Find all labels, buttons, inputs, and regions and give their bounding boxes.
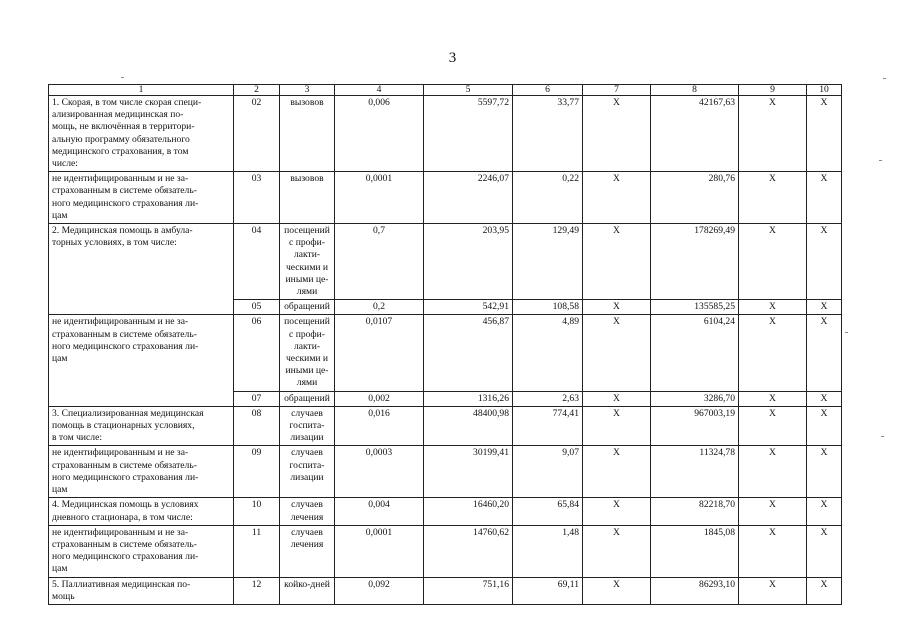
row-name-line: в том числе: — [52, 432, 103, 444]
row-value-cell-c8: 3286,70 — [651, 391, 739, 406]
row-name-line: не идентифицированным и не за- — [52, 526, 189, 538]
row-value-cell-c9: Х — [739, 406, 807, 446]
row-value-cell-c10: Х — [807, 577, 842, 604]
row-name-line: мощь, не включённая в территори- — [52, 121, 195, 133]
row-name-line: страхованным в системе обязатель- — [52, 538, 197, 550]
row-value-cell-c9: Х — [739, 300, 807, 315]
row-value-cell-c8: 42167,63 — [651, 96, 739, 172]
row-value-cell-c9: Х — [739, 525, 807, 577]
row-name-line: дневного стационара, в том числе: — [52, 511, 193, 523]
row-value-cell-c6: 69,11 — [513, 577, 583, 604]
scan-speck — [881, 436, 884, 437]
header-cell: 6 — [513, 85, 583, 96]
row-name-cell — [49, 406, 234, 446]
row-value-cell-c5: 48400,98 — [424, 406, 513, 446]
table-row — [49, 315, 842, 391]
scan-speck — [121, 77, 124, 78]
table-row — [49, 498, 842, 525]
row-value-cell-c7: Х — [583, 406, 651, 446]
row-name-line: ного медицинского страхования ли- — [52, 340, 199, 352]
row-value-cell-c4: 0,092 — [335, 577, 424, 604]
row-value-cell-c6: 33,77 — [513, 96, 583, 172]
row-name-line: ного медицинского страхования ли- — [52, 471, 199, 483]
row-name-line: страхованным в системе обязатель- — [52, 185, 197, 197]
row-name-line: ного медицинского страхования ли- — [52, 551, 199, 563]
row-name-line: мощь — [52, 590, 75, 602]
row-code-cell: 06 — [234, 315, 280, 391]
row-name-cell — [49, 498, 234, 525]
row-unit-line: ческими и — [285, 261, 329, 273]
row-name-line: не идентифицированным и не за- — [52, 173, 189, 185]
row-name-cell — [49, 315, 234, 406]
row-value-cell-c5: 1316,26 — [424, 391, 513, 406]
row-value-cell-c7: Х — [583, 315, 651, 391]
row-value-cell-c9: Х — [739, 315, 807, 391]
row-value-cell-c6: 0,22 — [513, 172, 583, 224]
row-unit-line: лями — [296, 286, 318, 298]
row-value-cell-c4: 0,2 — [335, 300, 424, 315]
table-body — [49, 96, 842, 605]
row-name-line: цам — [52, 209, 68, 221]
row-unit-line: случаев — [291, 526, 323, 538]
row-value-cell-c6: 1,48 — [513, 525, 583, 577]
table-row — [49, 172, 842, 224]
header-cell: 8 — [651, 85, 739, 96]
row-name-line: помощь в стационарных условиях, — [52, 420, 195, 432]
row-value-cell-c10: Х — [807, 498, 842, 525]
row-name-line: 4. Медицинская помощь в условиях — [52, 499, 199, 511]
row-unit-cell — [280, 300, 335, 315]
header-cell: 5 — [424, 85, 513, 96]
header-cell: 1 — [49, 85, 234, 96]
row-value-cell-c7: Х — [583, 498, 651, 525]
row-unit-cell — [280, 498, 335, 525]
row-name-line: страхованным в системе обязатель- — [52, 328, 197, 340]
row-value-cell-c8: 82218,70 — [651, 498, 739, 525]
row-value-cell-c9: Х — [739, 96, 807, 172]
row-unit-line: лакти- — [293, 249, 321, 261]
row-unit-line: ческими и — [285, 353, 329, 365]
row-name-line: 5. Паллиативная медицинская по- — [52, 578, 191, 590]
table-row — [49, 96, 842, 172]
row-value-cell-c10: Х — [807, 391, 842, 406]
header-cell: 4 — [335, 85, 424, 96]
row-value-cell-c9: Х — [739, 446, 807, 498]
row-value-cell-c7: Х — [583, 300, 651, 315]
scan-speck — [883, 78, 886, 79]
table-row — [49, 406, 842, 446]
row-name-cell — [49, 96, 234, 172]
row-unit-line: госпита- — [289, 459, 325, 471]
page-number: 3 — [448, 50, 457, 66]
row-unit-cell — [280, 406, 335, 446]
row-unit-line: случаев — [291, 447, 323, 459]
row-name-line: цам — [52, 353, 68, 365]
row-value-cell-c10: Х — [807, 300, 842, 315]
row-code-cell: 07 — [234, 391, 280, 406]
row-name-cell — [49, 525, 234, 577]
row-value-cell-c4: 0,0001 — [335, 172, 424, 224]
row-value-cell-c10: Х — [807, 525, 842, 577]
row-name-line: не идентифицированным и не за- — [52, 316, 189, 328]
row-unit-line: госпита- — [289, 420, 325, 432]
row-value-cell-c5: 2246,07 — [424, 172, 513, 224]
row-name-cell — [49, 577, 234, 604]
header-cell: 2 — [234, 85, 280, 96]
row-value-cell-c7: Х — [583, 391, 651, 406]
row-value-cell-c5: 16460,20 — [424, 498, 513, 525]
row-value-cell-c8: 86293,10 — [651, 577, 739, 604]
row-value-cell-c7: Х — [583, 446, 651, 498]
row-unit-line: лизации — [290, 471, 324, 483]
row-unit-cell — [280, 577, 335, 604]
row-value-cell-c8: 6104,24 — [651, 315, 739, 391]
row-unit-line: иными це- — [285, 273, 329, 285]
row-value-cell-c7: Х — [583, 172, 651, 224]
row-value-cell-c10: Х — [807, 96, 842, 172]
row-value-cell-c10: Х — [807, 315, 842, 391]
row-value-cell-c10: Х — [807, 224, 842, 300]
row-name-cell — [49, 224, 234, 315]
row-value-cell-c9: Х — [739, 172, 807, 224]
row-name-line: медицинского страхования, в том — [52, 145, 189, 157]
row-value-cell-c4: 0,0003 — [335, 446, 424, 498]
row-value-cell-c8: 967003,19 — [651, 406, 739, 446]
row-value-cell-c5: 5597,72 — [424, 96, 513, 172]
table-row — [49, 446, 842, 498]
row-code-cell: 04 — [234, 224, 280, 300]
row-unit-cell — [280, 96, 335, 172]
row-value-cell-c8: 1845,08 — [651, 525, 739, 577]
table-row — [49, 525, 842, 577]
medical-care-table — [48, 84, 842, 605]
row-code-cell: 10 — [234, 498, 280, 525]
row-value-cell-c10: Х — [807, 406, 842, 446]
row-name-line: ного медицинского страхования ли- — [52, 197, 199, 209]
row-code-cell: 02 — [234, 96, 280, 172]
header-row — [49, 85, 842, 96]
row-value-cell-c4: 0,002 — [335, 391, 424, 406]
row-value-cell-c7: Х — [583, 577, 651, 604]
row-name-cell — [49, 446, 234, 498]
row-unit-line: посещений — [284, 316, 330, 328]
row-name-line: 2. Медицинская помощь в амбула- — [52, 225, 193, 237]
row-unit-line: вызовов — [290, 173, 324, 185]
row-unit-line: койко-дней — [284, 578, 330, 590]
row-value-cell-c8: 280,76 — [651, 172, 739, 224]
row-name-line: числе: — [52, 158, 78, 170]
row-value-cell-c9: Х — [739, 498, 807, 525]
row-value-cell-c6: 9,07 — [513, 446, 583, 498]
row-code-cell: 05 — [234, 300, 280, 315]
row-name-line: страхованным в системе обязатель- — [52, 459, 197, 471]
row-name-line: не идентифицированным и не за- — [52, 447, 189, 459]
row-code-cell: 11 — [234, 525, 280, 577]
row-unit-line: лями — [296, 377, 318, 389]
row-value-cell-c4: 0,016 — [335, 406, 424, 446]
row-value-cell-c6: 2,63 — [513, 391, 583, 406]
row-value-cell-c5: 751,16 — [424, 577, 513, 604]
row-value-cell-c4: 0,0001 — [335, 525, 424, 577]
row-value-cell-c10: Х — [807, 446, 842, 498]
row-value-cell-c8: 11324,78 — [651, 446, 739, 498]
row-value-cell-c5: 542,91 — [424, 300, 513, 315]
row-value-cell-c7: Х — [583, 525, 651, 577]
row-code-cell: 09 — [234, 446, 280, 498]
row-value-cell-c9: Х — [739, 391, 807, 406]
row-value-cell-c4: 0,0107 — [335, 315, 424, 391]
row-value-cell-c5: 30199,41 — [424, 446, 513, 498]
row-unit-line: лакти- — [293, 340, 321, 352]
row-value-cell-c10: Х — [807, 172, 842, 224]
row-value-cell-c8: 135585,25 — [651, 300, 739, 315]
row-unit-cell — [280, 315, 335, 391]
row-unit-line: с профи- — [289, 328, 325, 340]
row-value-cell-c9: Х — [739, 224, 807, 300]
header-cell: 10 — [807, 85, 842, 96]
row-name-line: цам — [52, 484, 68, 496]
row-value-cell-c7: Х — [583, 224, 651, 300]
row-unit-line: обращений — [284, 301, 330, 313]
table-row — [49, 224, 842, 300]
row-value-cell-c6: 65,84 — [513, 498, 583, 525]
row-value-cell-c4: 0,006 — [335, 96, 424, 172]
row-unit-cell — [280, 172, 335, 224]
row-unit-line: лечения — [290, 538, 324, 550]
row-value-cell-c5: 14760,62 — [424, 525, 513, 577]
scan-speck — [879, 160, 882, 161]
row-unit-cell — [280, 446, 335, 498]
row-code-cell: 12 — [234, 577, 280, 604]
row-value-cell-c6: 774,41 — [513, 406, 583, 446]
row-value-cell-c8: 178269,49 — [651, 224, 739, 300]
row-name-line: торных условиях, в том числе: — [52, 237, 177, 249]
row-value-cell-c6: 4,89 — [513, 315, 583, 391]
row-value-cell-c9: Х — [739, 577, 807, 604]
row-value-cell-c6: 129,49 — [513, 224, 583, 300]
row-unit-line: иными це- — [285, 365, 329, 377]
row-unit-line: лечения — [290, 511, 324, 523]
row-unit-cell — [280, 391, 335, 406]
scan-speck — [845, 332, 848, 333]
row-unit-line: лизации — [290, 432, 324, 444]
row-value-cell-c4: 0,004 — [335, 498, 424, 525]
row-unit-line: обращений — [284, 392, 330, 404]
row-name-line: альную программу обязательного — [52, 133, 190, 145]
row-name-line: ализированная медицинская по- — [52, 109, 184, 121]
row-value-cell-c5: 456,87 — [424, 315, 513, 391]
row-name-line: цам — [52, 563, 68, 575]
row-unit-line: вызовов — [290, 97, 324, 108]
table-row — [49, 577, 842, 604]
row-code-cell: 08 — [234, 406, 280, 446]
header-cell: 9 — [739, 85, 807, 96]
header-cell: 7 — [583, 85, 651, 96]
row-unit-line: посещений — [284, 225, 330, 237]
row-name-cell — [49, 172, 234, 224]
row-unit-line: случаев — [291, 407, 323, 419]
row-value-cell-c4: 0,7 — [335, 224, 424, 300]
row-value-cell-c5: 203,95 — [424, 224, 513, 300]
row-value-cell-c7: Х — [583, 96, 651, 172]
row-unit-line: случаев — [291, 499, 323, 511]
row-unit-cell — [280, 224, 335, 300]
row-unit-line: с профи- — [289, 237, 325, 249]
row-name-line: 3. Специализированная медицинская — [52, 407, 204, 419]
row-name-line: 1. Скорая, в том числе скорая специ- — [52, 97, 202, 108]
header-cell: 3 — [280, 85, 335, 96]
row-unit-cell — [280, 525, 335, 577]
row-value-cell-c6: 108,58 — [513, 300, 583, 315]
row-code-cell: 03 — [234, 172, 280, 224]
